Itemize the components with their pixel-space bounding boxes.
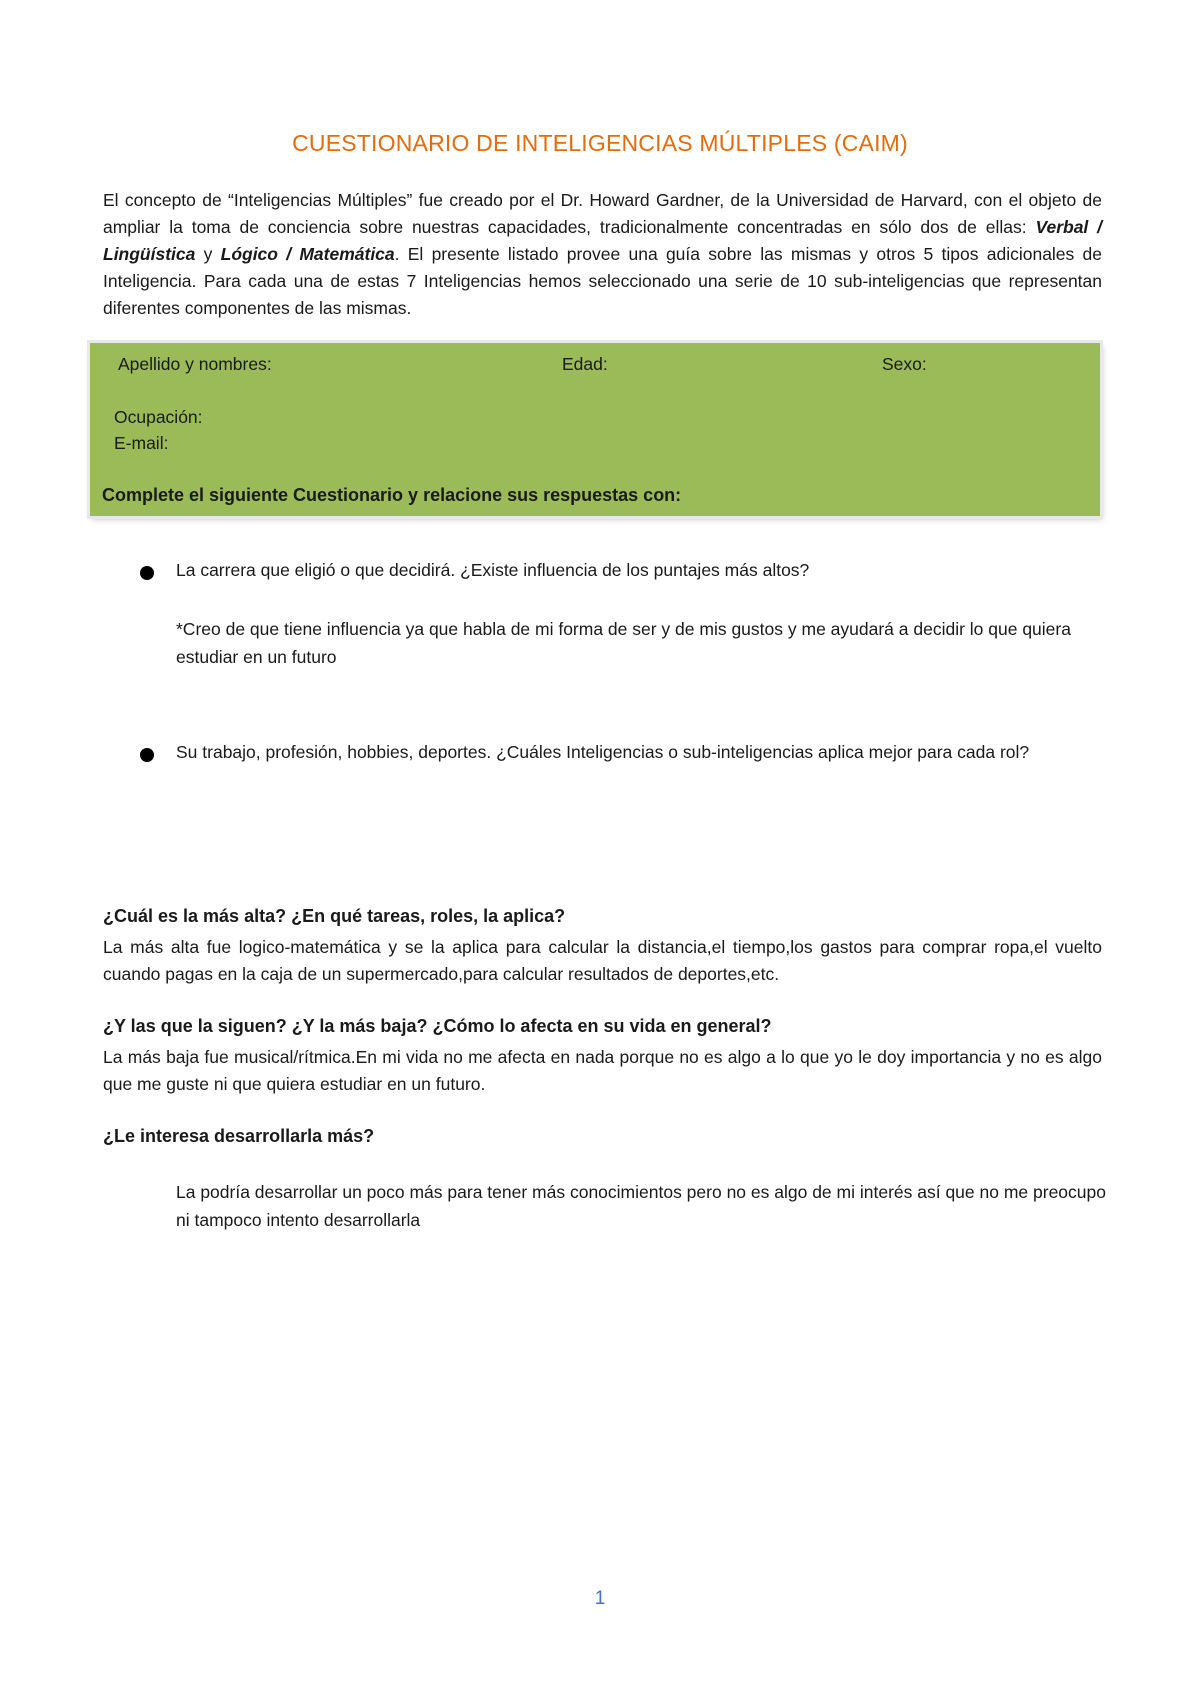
email-field-label: E-mail: [114,433,169,453]
bullet-question: Su trabajo, profesión, hobbies, deportes. ¿Cuáles Inteligencias o sub-inteligencias aplica mejor para cada rol? [176,742,1030,762]
intro-text-2: y [195,244,221,264]
question-answer-develop: La podría desarrollar un poco más para tener más conocimientos pero no es algo de mi interés así que no me preocupo ni tampoco intento desarrollarla [176,1182,1106,1230]
question-answer-highest: La más alta fue logico-matemática y se la aplica para calcular la distancia,el tiempo,los gastos para comprar ropa,el vuelto cuando pagas en la caja de un supermercado,para calcular resultados de deportes,etc. [103,937,1102,984]
question-answer-lowest: La más baja fue musical/rítmica.En mi vida no me afecta en nada porque no es algo a lo que yo le doy importancia y no es algo que me guste ni que quiera estudiar en un futuro. [103,1047,1102,1094]
intro-text-3: . El presente listado provee una guía sobre las mismas y otros 5 tipos adicionales de Inteligencia. Para cada una de estas 7 Inteligencias hemos seleccionado una serie de 10 sub-inteligencias que representan diferentes componentes de las mismas. [103,244,1103,318]
question-heading-highest: ¿Cuál es la más alta? ¿En qué tareas, roles, la aplica? [103,906,566,926]
intro-emphasis-verbal: Verbal / Lingüística [103,217,1103,264]
intro-emphasis-logico: Lógico / Matemática [220,244,395,264]
document-title: CUESTIONARIO DE INTELIGENCIAS MÚLTIPLES (CAIM) [292,130,908,156]
bullet-dot-icon [140,748,154,762]
page-number: 1 [594,1588,606,1609]
bullet-question: La carrera que eligió o que decidirá. ¿Existe influencia de los puntajes más altos? [176,560,810,580]
student-info-box [90,343,1100,516]
sex-field-label: Sexo: [882,354,927,374]
question-heading-develop: ¿Le interesa desarrollarla más? [103,1126,375,1146]
bullet-answer-career: *Creo de que tiene influencia ya que habla de mi forma de ser y de mis gustos y me ayudará a decidir lo que quiera estudiar en un futuro [176,619,1071,667]
question-heading-lowest: ¿Y las que la siguen? ¿Y la más baja? ¿Cómo lo afecta en su vida en general? [103,1016,772,1036]
name-field-label: Apellido y nombres: [118,354,272,374]
questionnaire-instruction: Complete el siguiente Cuestionario y relacione sus respuestas con: [102,485,682,505]
intro-text-1: El concepto de “Inteligencias Múltiples” fue creado por el Dr. Howard Gardner, de la Universidad de Harvard, con el objeto de ampliar la toma de conciencia sobre nuestras capacidades, tradicionalmente concentradas en sólo dos de ellas: [103,190,1102,237]
intro-paragraph [103,187,1102,322]
age-field-label: Edad: [562,354,608,374]
bullet-dot-icon [140,566,154,580]
occupation-field-label: Ocupación: [114,407,203,427]
